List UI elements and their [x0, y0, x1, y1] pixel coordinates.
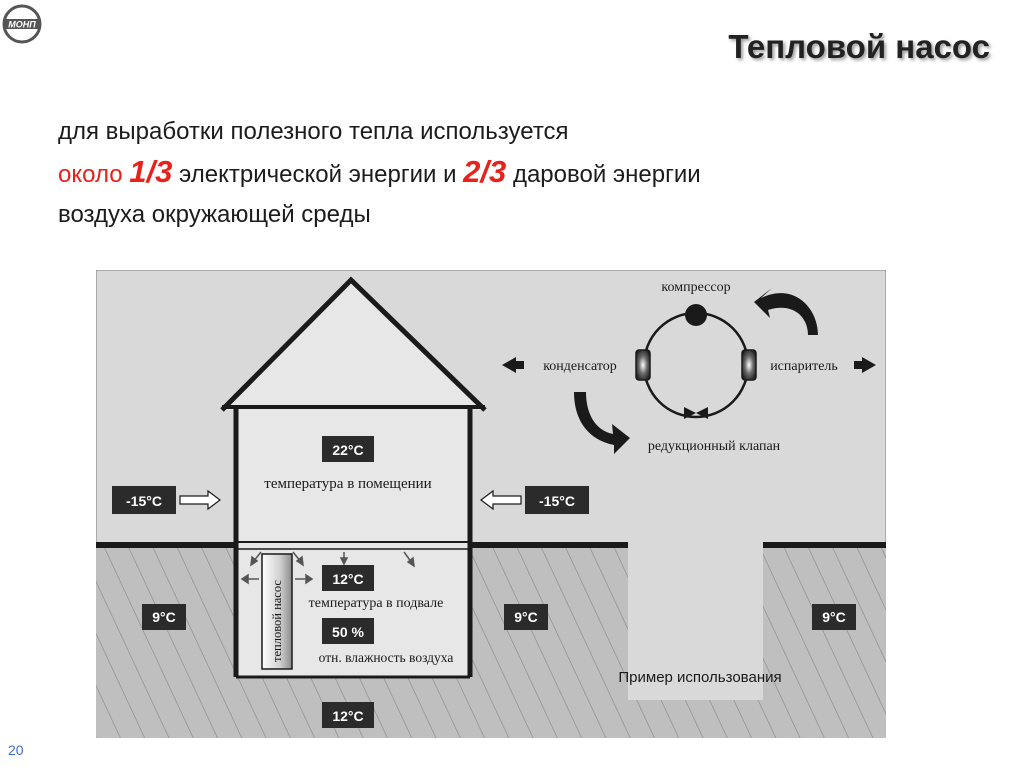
ground-temp-bottom-value: 12°C	[332, 708, 364, 724]
outside-temp-right-value: -15°C	[539, 493, 575, 509]
basement-temp-value: 12°C	[332, 571, 364, 587]
heat-pump-label: тепловой насос	[270, 580, 284, 662]
room-temp-label: температура в помещении	[264, 476, 432, 492]
ground-temp-right	[812, 604, 856, 630]
slide-title: Тепловой насос	[728, 28, 990, 65]
company-logo	[2, 4, 42, 44]
room-temp-value: 22°C	[332, 442, 364, 458]
intro-text	[58, 112, 958, 235]
fraction-air: 2/3	[463, 154, 507, 189]
heat-pump-diagram	[96, 270, 886, 738]
usage-example-caption: Пример использования	[618, 669, 782, 686]
humidity-value: 50 %	[332, 624, 364, 640]
ground-temp-left	[142, 604, 186, 630]
page-number: 20	[8, 742, 24, 758]
evaporator-icon	[742, 350, 756, 380]
ground-temp-left-value: 9°C	[152, 609, 176, 625]
compressor-icon	[685, 304, 707, 326]
ground-temp-middle-value: 9°C	[514, 609, 538, 625]
ground-temp-middle	[504, 604, 548, 630]
intro-mid: электрической энергии и	[179, 161, 457, 188]
fraction-electric: 1/3	[129, 154, 173, 189]
intro-line-1: для выработки полезного тепла используется	[58, 118, 569, 145]
intro-line-3: воздуха окружающей среды	[58, 201, 371, 228]
evaporator-label: испаритель	[770, 359, 838, 374]
ground-temp-bottom	[322, 702, 374, 728]
outside-temp-left-value: -15°C	[126, 493, 162, 509]
humidity-label: отн. влажность воздуха	[318, 650, 454, 665]
valve-label: редукционный клапан	[647, 439, 781, 454]
intro-line-2	[58, 152, 958, 195]
basement-temp-label: температура в подвале	[308, 596, 444, 611]
intro-suffix: даровой энергии	[512, 161, 701, 188]
compressor-label: компрессор	[661, 280, 731, 295]
ground-temp-right-value: 9°C	[822, 609, 846, 625]
condenser-icon	[636, 350, 650, 380]
logo-text: МОНП	[8, 19, 36, 30]
condenser-label: конденсатор	[543, 359, 617, 374]
ground	[96, 545, 886, 738]
intro-prefix: около	[58, 161, 123, 188]
